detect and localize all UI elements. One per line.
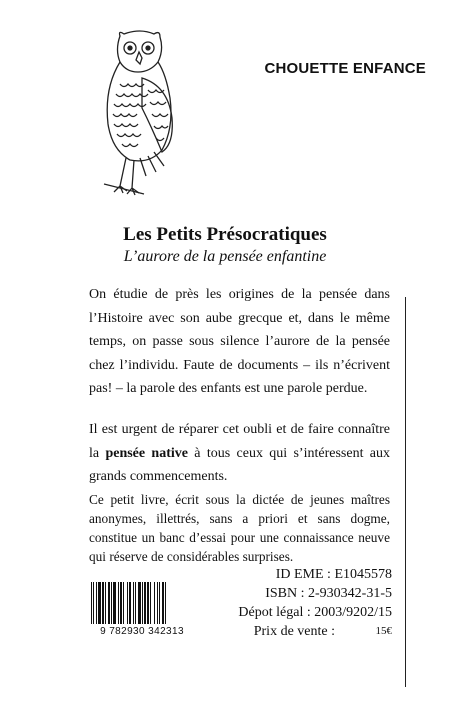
paragraph-2-start: Il est urgent de réparer cet oubli et de faire connaître la — [89, 422, 390, 461]
paragraph-2 — [89, 418, 390, 489]
vertical-rule — [405, 297, 406, 687]
paragraph-1: On étudie de près les origines de la pensée dans l’Histoire avec son aube grecque et, dans le même temps, on passe sous silence l’aurore de la pensée chez l’individu. Faute de documents – ils n’écrivent pas! – la parole des enfants est une parole perdue. — [89, 287, 390, 397]
paragraph-2-end: à tous ceux qui s’intéressent aux grands commencements. — [89, 445, 391, 485]
price-value: 15€ — [375, 625, 392, 637]
isbn: ISBN : 2-930342-31-5 — [265, 586, 392, 601]
paragraph-2-emphasis: pensée native — [105, 445, 188, 461]
id-eme: ID EME : E1045578 — [275, 567, 392, 582]
book-title: Les Petits Présocratiques — [123, 224, 327, 245]
paragraph-3: Ce petit livre, écrit sous la dictée de jeunes maîtres anonymes, illettrés, sans a priori et sans dogme, constitue un banc d’essai pour une connaissance neuve qui réserve de considérables surprises. — [89, 492, 390, 564]
barcode — [89, 582, 196, 630]
price-label: Prix de vente : — [253, 624, 335, 639]
series-name: CHOUETTE ENFANCE — [264, 60, 426, 77]
depot-legal: Dépot légal : 2003/9202/15 — [238, 605, 392, 620]
book-subtitle: L’aurore de la pensée enfantine — [123, 248, 327, 265]
barcode-number: 9 782930 342313 — [100, 626, 184, 637]
owl-illustration — [90, 28, 190, 196]
